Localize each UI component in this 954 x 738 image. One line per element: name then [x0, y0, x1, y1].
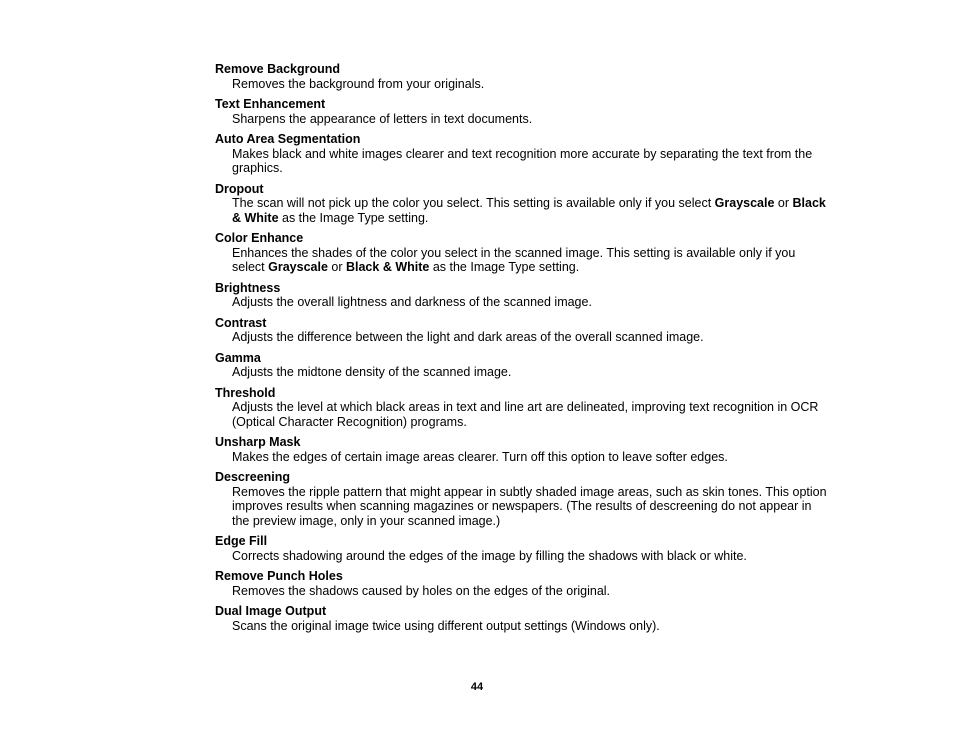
- description-text: as the Image Type setting.: [429, 260, 580, 274]
- page-number: 44: [470, 681, 484, 693]
- setting-description: [215, 330, 830, 345]
- setting-description: [215, 295, 830, 310]
- setting-term: Threshold: [215, 385, 276, 400]
- setting-term: Gamma: [215, 350, 261, 365]
- setting-description: [215, 77, 830, 92]
- setting-term: Remove Background: [215, 62, 341, 76]
- setting-term: Dropout: [215, 181, 264, 196]
- description-text: The scan will not pick up the color you select. This setting is available only if you select: [232, 196, 715, 210]
- setting-term: Text Enhancement: [215, 97, 326, 111]
- setting-description: [215, 450, 830, 465]
- bold-term: Black & White: [232, 196, 826, 225]
- setting-entry: [215, 470, 830, 528]
- description-text: or: [774, 196, 793, 210]
- description-text: or: [327, 260, 346, 274]
- bold-term: Black & White: [345, 260, 430, 274]
- description-text: Removes the shadows caused by holes on the edges of the original.: [232, 583, 611, 598]
- setting-description: [215, 485, 830, 529]
- setting-description: [215, 400, 830, 429]
- setting-term: Auto Area Segmentation: [215, 132, 361, 146]
- setting-entry: [215, 97, 830, 126]
- setting-description: [215, 584, 830, 599]
- setting-entry: [215, 435, 830, 464]
- setting-description: [215, 246, 830, 275]
- description-text: Enhances the shades of the color you select in the scanned image. This setting is available only if you select: [232, 245, 796, 274]
- setting-term: Descreening: [215, 470, 291, 484]
- setting-description: [215, 549, 830, 564]
- description-text: Corrects shadowing around the edges of the image by filling the shadows with black or white.: [232, 548, 747, 563]
- setting-description: [215, 365, 830, 380]
- description-text: as the Image Type setting.: [278, 210, 429, 225]
- setting-term: Color Enhance: [215, 231, 304, 245]
- bold-term: Grayscale: [268, 260, 328, 274]
- description-text: Makes the edges of certain image areas clearer. Turn off this option to leave softer edges.: [232, 449, 728, 464]
- setting-entry: [215, 604, 830, 633]
- setting-entry: [215, 281, 830, 310]
- setting-entry: [215, 182, 830, 226]
- setting-term: Edge Fill: [215, 534, 268, 548]
- setting-entry: [215, 316, 830, 345]
- description-text: Scans the original image twice using different output settings (Windows only).: [232, 618, 660, 633]
- setting-term: Dual Image Output: [215, 604, 327, 618]
- setting-entry: [215, 351, 830, 380]
- bold-term: Grayscale: [714, 196, 775, 210]
- setting-description: [215, 112, 830, 127]
- description-text: Adjusts the overall lightness and darkness of the scanned image.: [232, 295, 592, 309]
- description-text: Makes black and white images clearer and text recognition more accurate by separating the text from the graphics.: [232, 146, 813, 175]
- setting-description: [215, 196, 830, 225]
- setting-term: Brightness: [215, 280, 281, 295]
- description-text: Adjusts the difference between the light and dark areas of the overall scanned image.: [232, 330, 704, 344]
- setting-term: Contrast: [215, 315, 267, 330]
- setting-description: [215, 619, 830, 634]
- setting-term: Remove Punch Holes: [215, 569, 343, 583]
- description-text: Removes the background from your originals.: [232, 76, 485, 91]
- description-text: Adjusts the midtone density of the scanned image.: [232, 365, 512, 379]
- description-text: Adjusts the level at which black areas in text and line art are delineated, improving text recognition in OCR (Optical Character Recognition) programs.: [232, 400, 819, 429]
- setting-entry: [215, 62, 830, 91]
- setting-entry: [215, 534, 830, 563]
- settings-list: [215, 62, 830, 639]
- setting-term: Unsharp Mask: [215, 435, 301, 449]
- setting-entry: [215, 386, 830, 430]
- setting-entry: [215, 231, 830, 275]
- setting-entry: [215, 132, 830, 176]
- description-text: Sharpens the appearance of letters in text documents.: [232, 111, 533, 126]
- setting-entry: [215, 569, 830, 598]
- description-text: Removes the ripple pattern that might appear in subtly shaded image areas, such as skin tones. This option improves results when scanning magazines or newspapers. (The results of descreening do not appear in the preview image, only in your scanned image.): [232, 484, 827, 528]
- setting-description: [215, 147, 830, 176]
